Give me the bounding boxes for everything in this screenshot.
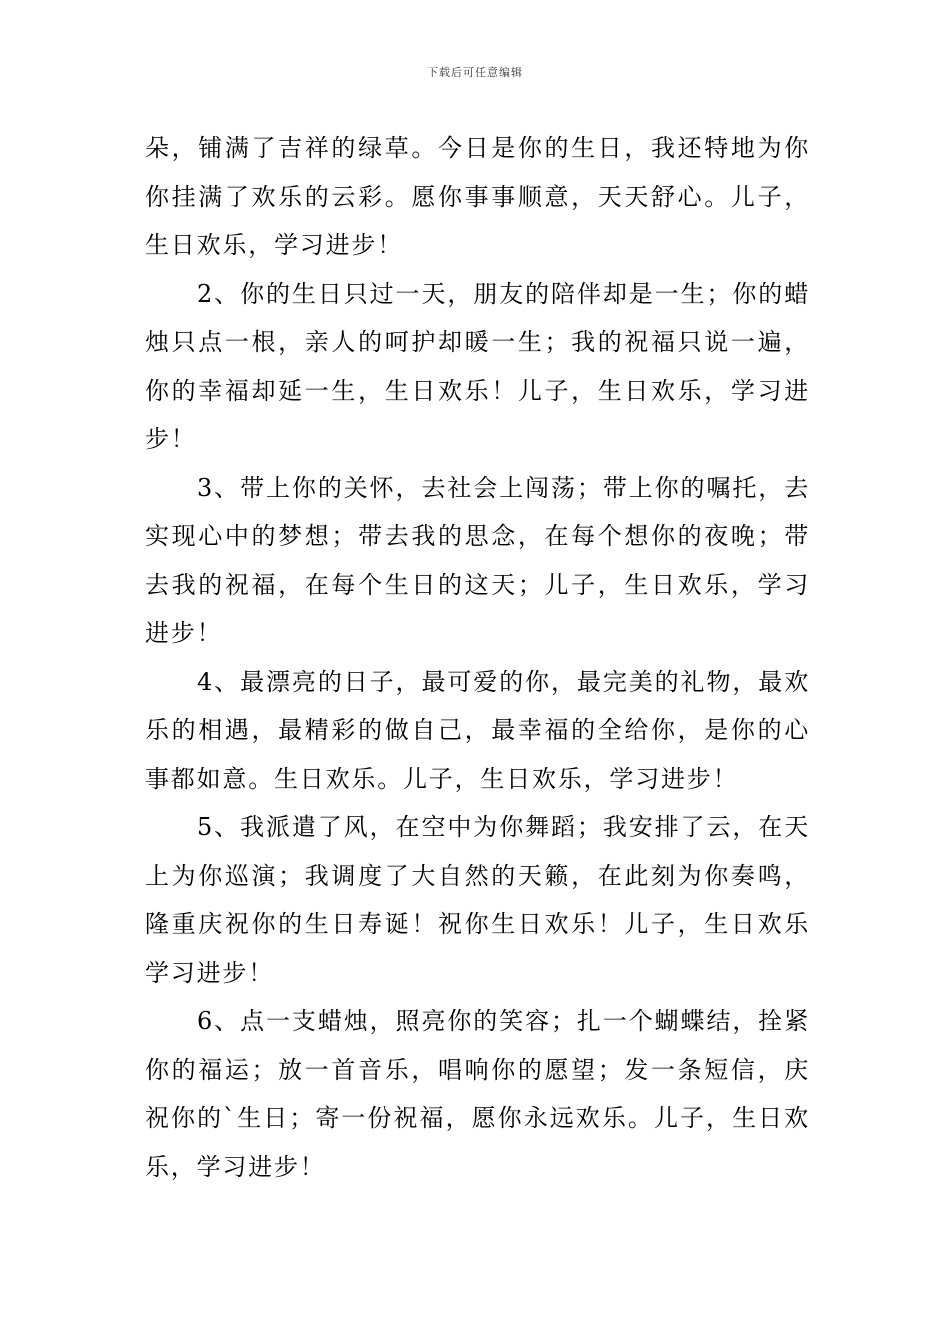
document-body — [145, 124, 810, 1191]
paragraph-item-3: 3、带上你的关怀，去社会上闯荡；带上你的嘱托，去实现心中的梦想；带去我的思念，在每个想你的夜晚；带去我的祝福，在每个生日的这天；儿子，生日欢乐，学习进步！ — [145, 473, 810, 647]
page-header-note: 下载后可任意编辑 — [427, 66, 523, 79]
paragraph-item-2: 2、你的生日只过一天，朋友的陪伴却是一生；你的蜡烛只点一根，亲人的呵护却暖一生；我的祝福只说一遍，你的幸福却延一生，生日欢乐！儿子，生日欢乐，学习进步！ — [145, 279, 810, 453]
paragraph-item-5: 5、我派遣了风，在空中为你舞蹈；我安排了云，在天上为你巡演；我调度了大自然的天籁，在此刻为你奏鸣，隆重庆祝你的生日寿诞！祝你生日欢乐！儿子，生日欢乐学习进步！ — [145, 813, 810, 987]
paragraph-item-6: 6、点一支蜡烛，照亮你的笑容；扎一个蝴蝶结，拴紧你的福运；放一首音乐，唱响你的愿望；发一条短信，庆祝你的`生日；寄一份祝福，愿你永远欢乐。儿子，生日欢乐，学习进步！ — [145, 1007, 810, 1181]
paragraph-item-4: 4、最漂亮的日子，最可爱的你，最完美的礼物，最欢乐的相遇，最精彩的做自己，最幸福的全给你，是你的心事都如意。生日欢乐。儿子，生日欢乐，学习进步！ — [145, 667, 810, 793]
paragraph-continuation: 朵，铺满了吉祥的绿草。今日是你的生日，我还特地为你你挂满了欢乐的云彩。愿你事事顺意，天天舒心。儿子，生日欢乐，学习进步！ — [145, 134, 810, 259]
